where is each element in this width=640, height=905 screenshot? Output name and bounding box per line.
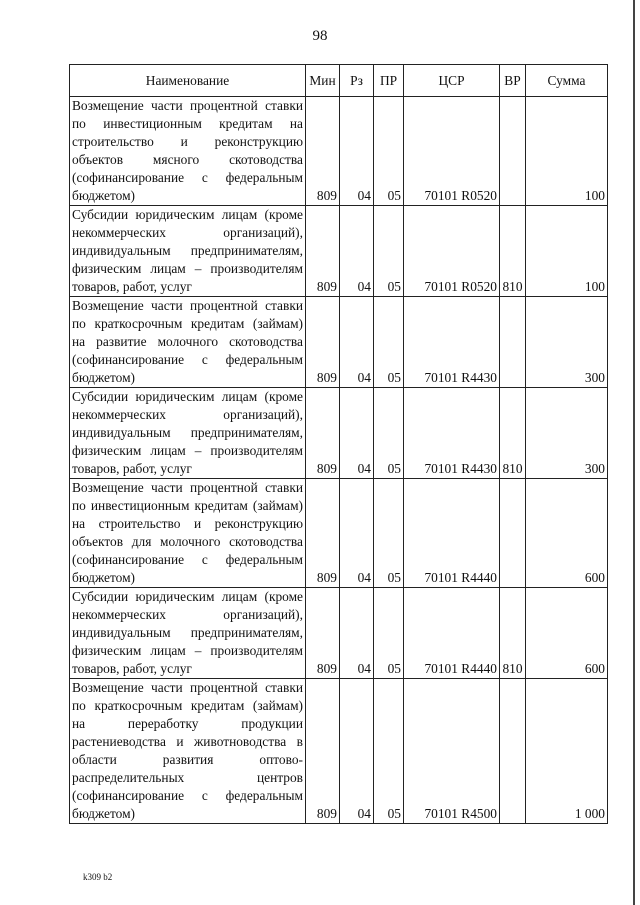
row-pr: 05 bbox=[374, 297, 404, 388]
row-pr: 05 bbox=[374, 206, 404, 297]
row-csr: 70101 R4440 bbox=[404, 479, 500, 588]
header-vr: ВР bbox=[500, 65, 526, 97]
row-min: 809 bbox=[306, 206, 340, 297]
row-rz: 04 bbox=[340, 479, 374, 588]
row-csr: 70101 R4430 bbox=[404, 388, 500, 479]
row-csr: 70101 R4430 bbox=[404, 297, 500, 388]
table-row bbox=[70, 588, 608, 679]
row-vr bbox=[500, 479, 526, 588]
row-name: Возмещение части процентной ставки по инвестиционным кредитам (займам) на строительство и реконструкцию объектов для молочного скотоводства (софинансирование с федеральным бюджетом) bbox=[70, 479, 306, 588]
row-rz: 04 bbox=[340, 588, 374, 679]
row-rz: 04 bbox=[340, 206, 374, 297]
row-pr: 05 bbox=[374, 679, 404, 824]
row-vr bbox=[500, 297, 526, 388]
table-row bbox=[70, 679, 608, 824]
page-number: 98 bbox=[312, 28, 328, 44]
row-pr: 05 bbox=[374, 97, 404, 206]
row-min: 809 bbox=[306, 297, 340, 388]
row-csr: 70101 R4440 bbox=[404, 588, 500, 679]
row-sum: 300 bbox=[526, 388, 608, 479]
row-name: Субсидии юридическим лицам (кроме некоммерческих организаций), индивидуальным предпринимателям, физическим лицам – производителям товаров, работ, услуг bbox=[70, 388, 306, 479]
row-min: 809 bbox=[306, 588, 340, 679]
row-name: Возмещение части процентной ставки по краткосрочным кредитам (займам) на развитие молочного скотоводства (софинансирование с федеральным бюджетом) bbox=[70, 297, 306, 388]
row-pr: 05 bbox=[374, 479, 404, 588]
row-min: 809 bbox=[306, 679, 340, 824]
row-vr bbox=[500, 97, 526, 206]
row-vr: 810 bbox=[500, 588, 526, 679]
header-min: Мин bbox=[306, 65, 340, 97]
row-csr: 70101 R0520 bbox=[404, 97, 500, 206]
row-name: Возмещение части процентной ставки по краткосрочным кредитам (займам) на переработку продукции растениеводства и животноводства в области развития оптово-распределительных центров (софинансирование с федеральным бюджетом) bbox=[70, 679, 306, 824]
row-sum: 100 bbox=[526, 206, 608, 297]
header-sum: Сумма bbox=[526, 65, 608, 97]
document-code: k309 b2 bbox=[83, 872, 113, 882]
row-name: Возмещение части процентной ставки по инвестиционным кредитам на строительство и реконструкцию объектов мясного скотоводства (софинансирование с федеральным бюджетом) bbox=[70, 97, 306, 206]
row-rz: 04 bbox=[340, 388, 374, 479]
row-vr: 810 bbox=[500, 388, 526, 479]
row-vr bbox=[500, 679, 526, 824]
row-sum: 600 bbox=[526, 479, 608, 588]
table-row bbox=[70, 388, 608, 479]
row-pr: 05 bbox=[374, 388, 404, 479]
table-row bbox=[70, 97, 608, 206]
header-rz: Рз bbox=[340, 65, 374, 97]
table-row bbox=[70, 297, 608, 388]
row-sum: 100 bbox=[526, 97, 608, 206]
row-sum: 600 bbox=[526, 588, 608, 679]
row-vr: 810 bbox=[500, 206, 526, 297]
header-pr: ПР bbox=[374, 65, 404, 97]
row-rz: 04 bbox=[340, 297, 374, 388]
table-row bbox=[70, 206, 608, 297]
row-sum: 1 000 bbox=[526, 679, 608, 824]
row-name: Субсидии юридическим лицам (кроме некоммерческих организаций), индивидуальным предпринимателям, физическим лицам – производителям товаров, работ, услуг bbox=[70, 206, 306, 297]
header-csr: ЦСР bbox=[404, 65, 500, 97]
table-header-row bbox=[70, 65, 608, 97]
row-rz: 04 bbox=[340, 97, 374, 206]
header-name: Наименование bbox=[70, 65, 306, 97]
page-edge-line bbox=[633, 0, 635, 905]
row-csr: 70101 R4500 bbox=[404, 679, 500, 824]
table-row bbox=[70, 479, 608, 588]
row-name: Субсидии юридическим лицам (кроме некоммерческих организаций), индивидуальным предпринимателям, физическим лицам – производителям товаров, работ, услуг bbox=[70, 588, 306, 679]
row-min: 809 bbox=[306, 388, 340, 479]
row-pr: 05 bbox=[374, 588, 404, 679]
row-min: 809 bbox=[306, 479, 340, 588]
budget-table bbox=[69, 64, 608, 824]
row-rz: 04 bbox=[340, 679, 374, 824]
row-min: 809 bbox=[306, 97, 340, 206]
row-sum: 300 bbox=[526, 297, 608, 388]
row-csr: 70101 R0520 bbox=[404, 206, 500, 297]
